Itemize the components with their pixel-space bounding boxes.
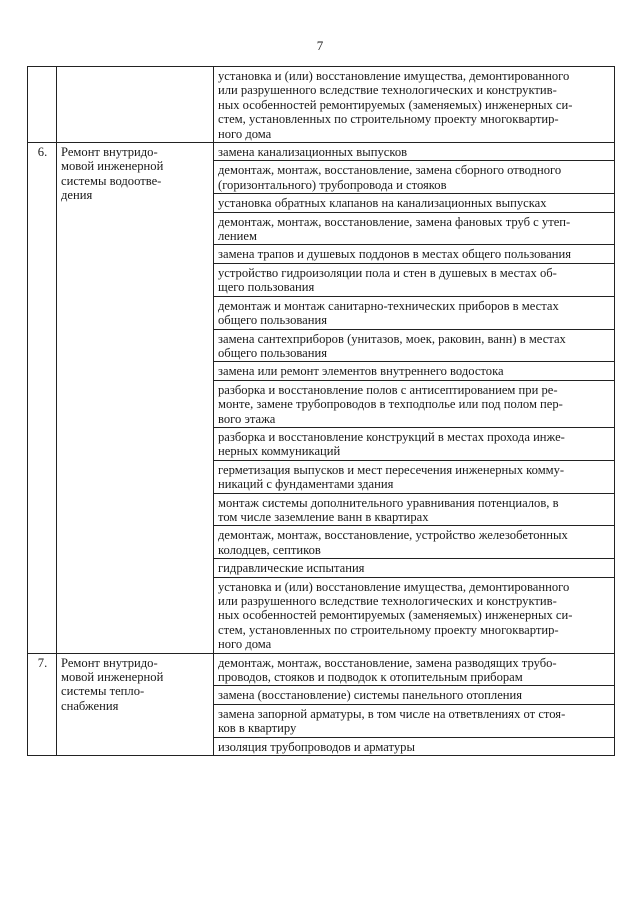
work-item-cell — [214, 577, 615, 653]
work-item-text: демонтаж, монтаж, восстановление, замена фановых труб с утеп- лением — [218, 214, 571, 244]
work-item-text: замена запорной арматуры, в том числе на ответвлениях от стоя- ков в квартиру — [218, 706, 566, 736]
work-item-text: герметизация выпусков и мест пересечения инженерных комму- никаций с фундаментами здания — [218, 462, 565, 492]
work-item-cell — [214, 296, 615, 329]
work-item-text: установка и (или) восстановление имущества, демонтированного или разрушенного вследствие технологических и конструктив- ных особенностей ремонтируемых (заменяемых) инженерных си- стем, установленных по строительному проекту многоквартир- ного дома — [218, 69, 573, 141]
table-row — [28, 143, 615, 161]
system-name-cell — [57, 143, 214, 654]
work-item-text: демонтаж и монтаж санитарно-технических приборов в местах общего пользования — [218, 298, 559, 328]
system-name-text: Ремонт внутридо- мовой инженерной системы тепло- снабжения — [61, 655, 164, 713]
work-item-cell — [214, 460, 615, 493]
item-number-cell: 6. — [28, 143, 57, 654]
work-item-text: замена или ремонт элементов внутреннего водостока — [218, 364, 504, 379]
work-item-cell — [214, 143, 615, 161]
work-item-text: установка обратных клапанов на канализационных выпусках — [218, 196, 547, 211]
system-name-cell — [57, 653, 214, 755]
work-item-text: демонтаж, монтаж, восстановление, замена разводящих трубо- проводов, стояков и подводок к отопительным приборам — [218, 655, 557, 685]
work-item-cell — [214, 653, 615, 686]
work-item-text: разборка и восстановление полов с антисептированием при ре- монте, замене трубопроводов в техподполье или под полом пер- вого этажа — [218, 382, 563, 426]
work-item-cell — [214, 212, 615, 245]
work-item-cell — [214, 67, 615, 143]
work-item-cell — [214, 737, 615, 755]
works-table-body — [28, 67, 615, 756]
work-item-cell — [214, 704, 615, 737]
work-item-cell — [214, 161, 615, 194]
item-number-cell — [28, 67, 57, 143]
page-number: 7 — [316, 38, 324, 53]
work-item-cell — [214, 526, 615, 559]
work-item-cell — [214, 493, 615, 526]
work-item-text: устройство гидроизоляции пола и стен в душевых в местах об- щего пользования — [218, 265, 557, 295]
work-item-text: гидравлические испытания — [218, 561, 365, 576]
work-item-text: замена канализационных выпусков — [218, 145, 408, 160]
work-item-text: разборка и восстановление конструкций в местах прохода инже- нерных коммуникаций — [218, 429, 565, 459]
work-item-text: изоляция трубопроводов и арматуры — [218, 739, 415, 754]
works-table — [27, 66, 615, 756]
work-item-cell — [214, 559, 615, 577]
system-name-text: Ремонт внутридо- мовой инженерной системы водоотве- дения — [61, 145, 164, 203]
table-row — [28, 67, 615, 143]
table-row — [28, 653, 615, 686]
work-item-cell — [214, 329, 615, 362]
work-item-cell — [214, 245, 615, 263]
work-item-cell — [214, 686, 615, 704]
work-item-cell — [214, 194, 615, 212]
work-item-cell — [214, 263, 615, 296]
work-item-text: демонтаж, монтаж, восстановление, замена сборного отводного (горизонтального) трубопровода и стояков — [218, 163, 562, 192]
work-item-text: замена (восстановление) системы панельного отопления — [218, 688, 523, 703]
work-item-cell — [214, 427, 615, 460]
work-item-text: замена сантехприборов (унитазов, моек, раковин, ванн) в местах общего пользования — [218, 331, 566, 360]
work-item-text: замена трапов и душевых поддонов в местах общего пользования — [218, 247, 572, 262]
work-item-cell — [214, 380, 615, 427]
item-number-cell: 7. — [28, 653, 57, 755]
work-item-cell — [214, 362, 615, 380]
work-item-text: установка и (или) восстановление имущества, демонтированного или разрушенного вследствие технологических и конструктив- ных особенностей ремонтируемых (заменяемых) инженерных си- стем, установленных по строительному проекту многоквартир- ного дома — [218, 579, 573, 652]
system-name-cell — [57, 67, 214, 143]
work-item-text: демонтаж, монтаж, восстановление, устройство железобетонных колодцев, септиков — [218, 528, 568, 557]
work-item-text: монтаж системы дополнительного уравнивания потенциалов, в том числе заземление ванн в квартирах — [218, 495, 559, 524]
